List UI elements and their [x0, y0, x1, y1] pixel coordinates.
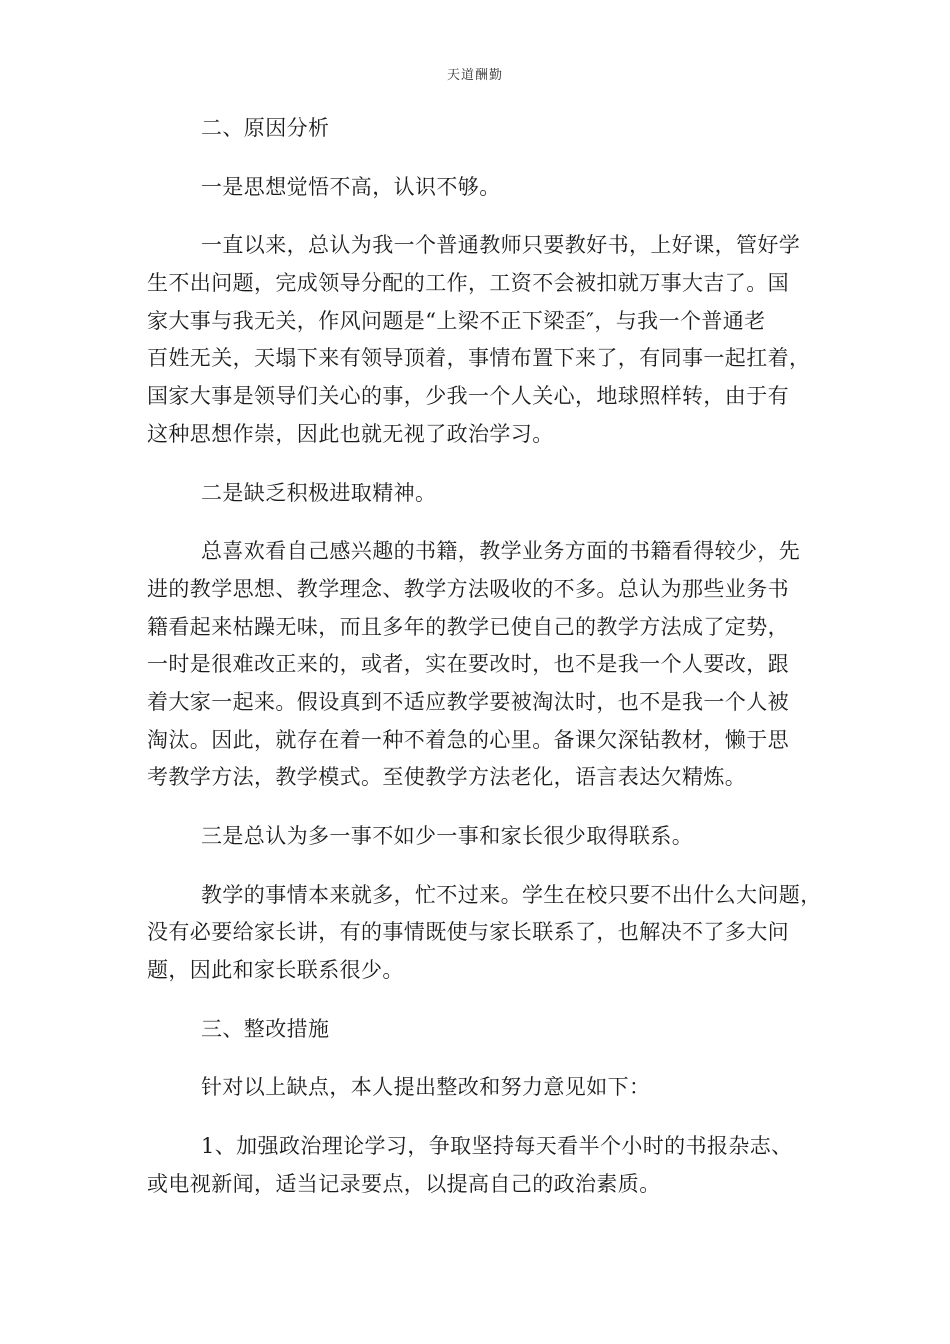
text-line: 针对以上缺点，本人提出整改和努力意见如下： [201, 1075, 651, 1100]
text-line: 题，因此和家长联系很少。 [147, 958, 404, 983]
text-line: 一时是很难改正来的，或者，实在要改时，也不是我一个人要改，跟 [147, 652, 789, 677]
text-line: 考教学方法，教学模式。至使教学方法老化，语言表达欠精炼。 [147, 765, 747, 790]
text-line: 二是缺乏积极进取精神。 [201, 480, 437, 505]
body-paragraph [147, 877, 822, 990]
point-heading [147, 475, 817, 513]
intro-paragraph [147, 1069, 817, 1107]
text-line: 教学的事情本来就多，忙不过来。学生在校只要不出什么大问题， [201, 882, 822, 907]
text-line: 籍看起来枯躁无味，而且多年的教学已使自己的教学方法成了定势， [147, 614, 789, 639]
measure-paragraph [147, 1128, 817, 1203]
body-paragraph [147, 227, 817, 453]
text-line: 或电视新闻，适当记录要点，以提高自己的政治素质。 [147, 1171, 661, 1196]
text-line: 进的教学思想、教学理念、教学方法吸收的不多。总认为那些业务书 [147, 576, 789, 601]
text-line: 二、原因分析 [201, 116, 330, 140]
text-line: 百姓无关，天塌下来有领导顶着，事情布置下来了，有同事一起扛着， [147, 346, 811, 371]
text-line: 一直以来，总认为我一个普通教师只要教好书，上好课，管好学 [201, 233, 801, 258]
body-paragraph [147, 533, 817, 797]
point-heading [147, 818, 817, 856]
text-line: 淘汰。因此，就存在着一种不着急的心里。备课欠深钻教材，懒于思 [147, 727, 789, 752]
text-line: 生不出问题，完成领导分配的工作，工资不会被扣就万事大吉了。国 [147, 271, 789, 296]
text-line: 三、整改措施 [201, 1016, 330, 1041]
document-body [147, 110, 822, 1204]
text-line: 家大事与我无关，作风问题是“上梁不正下梁歪″，与我一个普通老 [147, 308, 766, 333]
text-line: 着大家一起来。假设真到不适应教学要被淘汰时，也不是我一个人被 [147, 689, 789, 714]
page-header: 天道酬勤 [446, 68, 503, 83]
point-heading [147, 169, 817, 207]
section-heading [147, 110, 817, 148]
text-line: 这种思想作崇，因此也就无视了政治学习。 [147, 421, 554, 446]
text-line: 1、加强政治理论学习，争取坚持每天看半个小时的书报杂志、 [201, 1134, 793, 1159]
text-line: 总喜欢看自己感兴趣的书籍，教学业务方面的书籍看得较少，先 [201, 539, 801, 564]
text-line: 国家大事是领导们关心的事，少我一个人关心，地球照样转，由于有 [147, 384, 789, 409]
text-line: 没有必要给家长讲，有的事情既使与家长联系了，也解决不了多大问 [147, 920, 789, 945]
text-line: 三是总认为多一事不如少一事和家长很少取得联系。 [201, 824, 694, 848]
section-heading [147, 1011, 817, 1049]
text-line: 一是思想觉悟不高，认识不够。 [201, 174, 501, 199]
